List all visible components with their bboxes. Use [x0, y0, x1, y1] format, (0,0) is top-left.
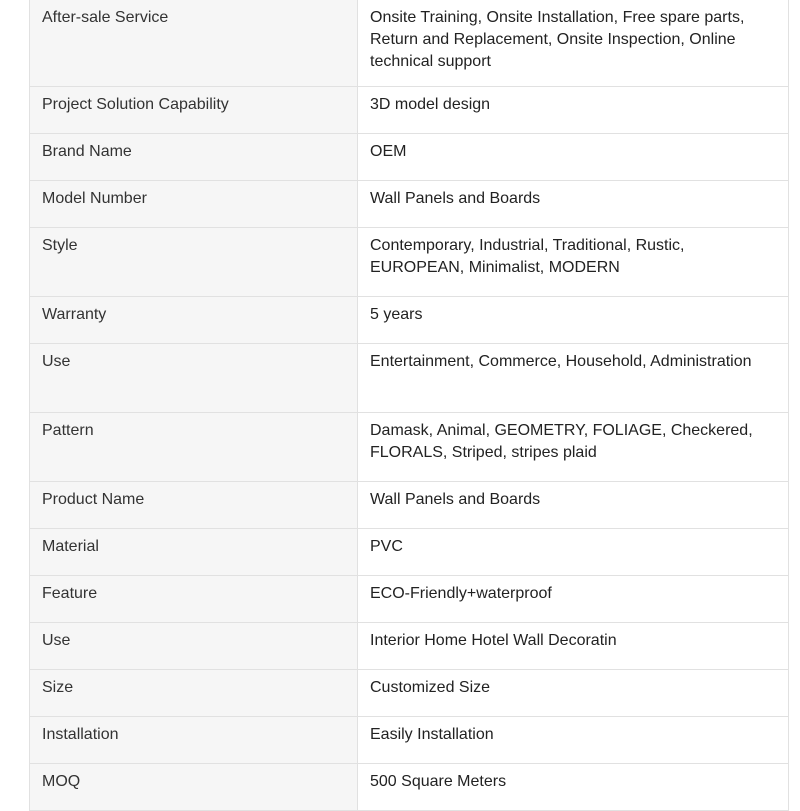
table-row	[30, 413, 789, 482]
spec-value: Interior Home Hotel Wall Decoratin	[358, 623, 789, 670]
table-row	[30, 529, 789, 576]
spec-value: Wall Panels and Boards	[358, 482, 789, 529]
spec-value: Contemporary, Industrial, Traditional, Rustic, EUROPEAN, Minimalist, MODERN	[358, 228, 789, 297]
table-row	[30, 134, 789, 181]
table-row	[30, 717, 789, 764]
spec-value: OEM	[358, 134, 789, 181]
spec-value: 5 years	[358, 297, 789, 344]
spec-key: Model Number	[30, 181, 358, 228]
spec-key: Installation	[30, 717, 358, 764]
spec-value: Damask, Animal, GEOMETRY, FOLIAGE, Checkered, FLORALS, Striped, stripes plaid	[358, 413, 789, 482]
spec-value: 3D model design	[358, 87, 789, 134]
table-row	[30, 623, 789, 670]
spec-key: Product Name	[30, 482, 358, 529]
spec-value: PVC	[358, 529, 789, 576]
spec-value: Onsite Training, Onsite Installation, Free spare parts, Return and Replacement, Onsite Inspection, Online technical support	[358, 0, 789, 87]
spec-value: Easily Installation	[358, 717, 789, 764]
spec-value: Customized Size	[358, 670, 789, 717]
table-row	[30, 0, 789, 87]
spec-key: Feature	[30, 576, 358, 623]
spec-key: Warranty	[30, 297, 358, 344]
table-row	[30, 764, 789, 811]
spec-key: Size	[30, 670, 358, 717]
table-row	[30, 344, 789, 413]
spec-value: ECO-Friendly+waterproof	[358, 576, 789, 623]
spec-value: Wall Panels and Boards	[358, 181, 789, 228]
spec-key: Project Solution Capability	[30, 87, 358, 134]
table-row	[30, 670, 789, 717]
table-row	[30, 482, 789, 529]
table-row	[30, 297, 789, 344]
table-row	[30, 181, 789, 228]
table-row	[30, 87, 789, 134]
spec-key: Material	[30, 529, 358, 576]
spec-key: Brand Name	[30, 134, 358, 181]
spec-key: MOQ	[30, 764, 358, 811]
spec-key: Style	[30, 228, 358, 297]
spec-key: After-sale Service	[30, 0, 358, 87]
spec-value: Entertainment, Commerce, Household, Administration	[358, 344, 789, 413]
product-specs-table	[29, 0, 789, 811]
table-row	[30, 576, 789, 623]
spec-value: 500 Square Meters	[358, 764, 789, 811]
table-row	[30, 228, 789, 297]
spec-key: Pattern	[30, 413, 358, 482]
spec-key: Use	[30, 623, 358, 670]
spec-key: Use	[30, 344, 358, 413]
